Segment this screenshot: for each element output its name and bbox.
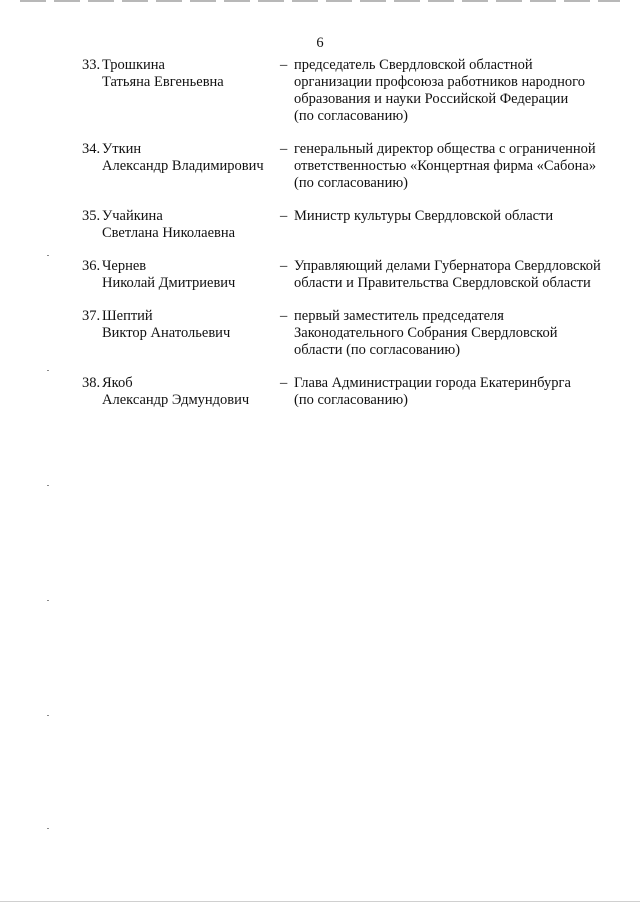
member-surname: Чернев bbox=[102, 258, 147, 274]
member-role bbox=[294, 208, 624, 225]
entry-dash: – bbox=[280, 57, 288, 73]
page-number: 6 bbox=[316, 35, 324, 51]
role-line: организации профсоюза работников народного bbox=[294, 74, 585, 90]
member-given-names: Светлана Николаевна bbox=[102, 225, 236, 241]
entry-dash: – bbox=[280, 375, 288, 391]
role-line: (по согласованию) bbox=[294, 108, 408, 124]
member-given-names: Александр Эдмундович bbox=[102, 392, 250, 408]
scan-mark bbox=[47, 600, 49, 601]
entry-number: 34. bbox=[82, 141, 101, 157]
scan-edge-bottom bbox=[0, 901, 640, 902]
member-given-names: Виктор Анатольевич bbox=[102, 325, 231, 341]
role-line: области и Правительства Свердловской области bbox=[294, 275, 591, 291]
entry-number: 35. bbox=[82, 208, 101, 224]
member-role bbox=[294, 57, 624, 125]
role-line: области (по согласованию) bbox=[294, 342, 461, 358]
entry-dash: – bbox=[280, 208, 288, 224]
role-line: (по согласованию) bbox=[294, 392, 408, 408]
member-surname: Шептий bbox=[102, 308, 153, 324]
member-role bbox=[294, 375, 624, 409]
member-role bbox=[294, 258, 624, 292]
role-line: ответственностью «Концертная фирма «Сабона» bbox=[294, 158, 597, 174]
entry-number: 33. bbox=[82, 57, 101, 73]
role-line: образования и науки Российской Федерации bbox=[294, 91, 569, 107]
scan-edge-top bbox=[20, 0, 620, 2]
entry-number: 38. bbox=[82, 375, 101, 391]
entry-number: 37. bbox=[82, 308, 101, 324]
member-given-names: Николай Дмитриевич bbox=[102, 275, 236, 291]
scan-mark bbox=[47, 370, 49, 371]
member-surname: Трошкина bbox=[102, 57, 165, 73]
member-role bbox=[294, 141, 624, 192]
scan-mark bbox=[47, 715, 49, 716]
role-line: первый заместитель председателя bbox=[294, 308, 504, 324]
member-surname: Уткин bbox=[102, 141, 142, 157]
member-given-names: Татьяна Евгеньевна bbox=[102, 74, 224, 90]
member-surname: Якоб bbox=[102, 375, 133, 391]
member-given-names: Александр Владимирович bbox=[102, 158, 264, 174]
role-line: Управляющий делами Губернатора Свердловской bbox=[294, 258, 601, 274]
role-line: (по согласованию) bbox=[294, 175, 408, 191]
entry-number: 36. bbox=[82, 258, 101, 274]
entry-dash: – bbox=[280, 141, 288, 157]
member-surname: Учайкина bbox=[102, 208, 163, 224]
role-line: Глава Администрации города Екатеринбурга bbox=[294, 375, 571, 391]
role-line: председатель Свердловской областной bbox=[294, 57, 533, 73]
scan-mark bbox=[47, 828, 49, 829]
scan-mark bbox=[47, 255, 49, 256]
role-line: генеральный директор общества с ограниченной bbox=[294, 141, 596, 157]
scan-mark bbox=[47, 485, 49, 486]
entry-dash: – bbox=[280, 308, 288, 324]
entry-dash: – bbox=[280, 258, 288, 274]
member-role bbox=[294, 308, 624, 359]
role-line: Министр культуры Свердловской области bbox=[294, 208, 554, 224]
role-line: Законодательного Собрания Свердловской bbox=[294, 325, 558, 341]
